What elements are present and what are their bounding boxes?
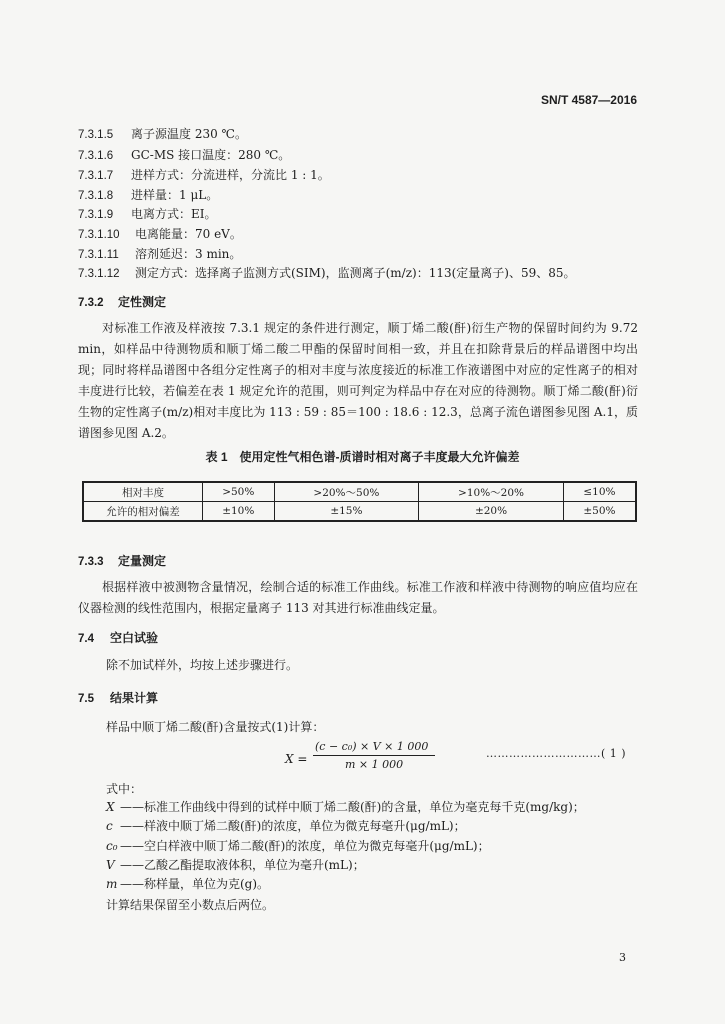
paragraph-text: 除不加试样外，均按上述步骤进行。 xyxy=(106,658,299,672)
item-number: 7.3.1.6 xyxy=(78,150,114,162)
fraction-bar xyxy=(313,755,435,756)
table-cell: 相对丰度 xyxy=(83,482,203,502)
section-number: 7.3.3 xyxy=(78,556,104,568)
list-item xyxy=(78,246,241,262)
variable-def xyxy=(106,838,490,854)
variable-symbol: c xyxy=(106,819,113,833)
section-title: 结果计算 xyxy=(110,691,159,705)
equation-number: …………………………( 1 ) xyxy=(486,747,627,760)
tolerance-table xyxy=(82,481,637,522)
item-number: 7.3.1.12 xyxy=(78,268,120,280)
item-number: 7.3.1.9 xyxy=(78,209,114,221)
item-number: 7.3.1.7 xyxy=(78,170,114,182)
paragraph xyxy=(78,318,638,444)
list-item xyxy=(78,265,576,281)
table-cell: ±20% xyxy=(419,502,564,522)
variable-def xyxy=(106,818,466,834)
page-number: 3 xyxy=(619,951,626,964)
section-number: 7.3.2 xyxy=(78,297,104,309)
variable-def xyxy=(106,799,585,815)
variable-symbol: m xyxy=(106,877,118,891)
section-number: 7.5 xyxy=(78,693,94,705)
section-number: 7.4 xyxy=(78,633,94,645)
item-text: 离子源温度 230 ℃。 xyxy=(131,127,247,141)
variable-symbol: c₀ xyxy=(106,839,118,853)
section-title: 定性测定 xyxy=(118,295,167,309)
standard-number: SN/T 4587—2016 xyxy=(540,93,637,107)
list-item xyxy=(78,126,247,142)
list-item xyxy=(78,226,242,242)
item-number: 7.3.1.11 xyxy=(78,249,119,261)
formula-denominator: m × 1 000 xyxy=(345,758,404,771)
table-title: 表 1 使用定性气相色谱-质谱时相对离子丰度最大允许偏差 xyxy=(205,450,520,464)
variable-desc: ——标准工作曲线中得到的试样中顺丁烯二酸(酐)的含量，单位为毫克每千克(mg/kg)； xyxy=(120,800,585,814)
section-heading xyxy=(78,294,166,310)
table-row xyxy=(83,482,636,502)
list-item xyxy=(78,147,290,163)
variable-def xyxy=(106,857,365,873)
item-text: 溶剂延迟：3 min。 xyxy=(135,247,242,261)
item-number: 7.3.1.5 xyxy=(78,129,114,141)
paragraph-text: 对标准工作液及样液按 7.3.1 规定的条件进行测定，顺丁烯二酸(酐)衍生产物的保留时间约为 9.72 min，如样品中待测物质和顺丁烯二酸二甲酯的保留时间相一致，并且在扣除背景后的样品谱图中均出现；同时将样品谱图中各组分定性离子的相对丰度与浓度接近的标准工作液谱图中对应的定性离子的相对丰度进行比较，若偏差在表 1 规定允许的范围，则可判定为样品中存在对应的待测物。顺丁烯二酸(酐)衍生物的定性离子(m/z)相对丰度比为 113 : 59 : 85＝100 : 18.6 : 12.3，总离子流色谱图参见图 A.1，质谱图参见图 A.2。 xyxy=(78,321,638,440)
table-cell: ≤10% xyxy=(563,482,636,502)
formula-lhs: X = xyxy=(285,752,308,766)
item-text: 进样量：1 μL。 xyxy=(131,188,219,202)
section-heading xyxy=(78,553,166,569)
table-cell: >20%～50% xyxy=(274,482,419,502)
item-text: 电离方式：EI。 xyxy=(131,207,217,221)
section-title: 空白试验 xyxy=(110,631,159,645)
section-title: 定量测定 xyxy=(118,554,167,568)
variable-desc: ——称样量，单位为克(g)。 xyxy=(120,877,270,891)
item-text: 测定方式：选择离子监测方式(SIM)，监测离子(m/z)：113(定量离子)、59、85。 xyxy=(135,266,576,280)
item-text: 电离能量：70 eV。 xyxy=(135,227,242,241)
paragraph-text: 根据样液中被测物含量情况，绘制合适的标准工作曲线。标准工作液和样液中待测物的响应值均应在仪器检测的线性范围内，根据定量离子 113 对其进行标准曲线定量。 xyxy=(78,580,638,615)
list-item xyxy=(78,187,218,203)
list-item xyxy=(78,206,217,222)
formula-numerator: (c − c₀) × V × 1 000 xyxy=(315,740,429,753)
table-row xyxy=(83,502,636,522)
table-cell: ±10% xyxy=(203,502,275,522)
rounding-note: 计算结果保留至小数点后两位。 xyxy=(106,898,275,912)
section-heading xyxy=(78,690,158,706)
table-cell: >50% xyxy=(203,482,275,502)
section-heading xyxy=(78,630,158,646)
list-item xyxy=(78,167,330,183)
item-number: 7.3.1.10 xyxy=(78,229,120,241)
table-cell: 允许的相对偏差 xyxy=(83,502,203,522)
item-number: 7.3.1.8 xyxy=(78,190,114,202)
variable-symbol: V xyxy=(106,858,115,872)
item-text: GC-MS 接口温度：280 ℃。 xyxy=(131,148,291,162)
table-cell: ±15% xyxy=(274,502,419,522)
variable-desc: ——样液中顺丁烯二酸(酐)的浓度，单位为微克每毫升(μg/mL)； xyxy=(120,819,466,833)
variable-def xyxy=(106,876,269,892)
table-cell: >10%～20% xyxy=(419,482,564,502)
paragraph-text: 样品中顺丁烯二酸(酐)含量按式(1)计算： xyxy=(106,720,325,734)
variable-symbol: X xyxy=(106,800,115,814)
item-text: 进样方式：分流进样，分流比 1 : 1。 xyxy=(131,168,330,182)
paragraph xyxy=(78,577,638,619)
table-cell: ±50% xyxy=(563,502,636,522)
variable-desc: ——乙酸乙酯提取液体积，单位为毫升(mL)； xyxy=(120,858,365,872)
variable-desc: ——空白样液中顺丁烯二酸(酐)的浓度，单位为微克每毫升(μg/mL)； xyxy=(120,839,490,853)
where-label: 式中： xyxy=(106,782,143,796)
